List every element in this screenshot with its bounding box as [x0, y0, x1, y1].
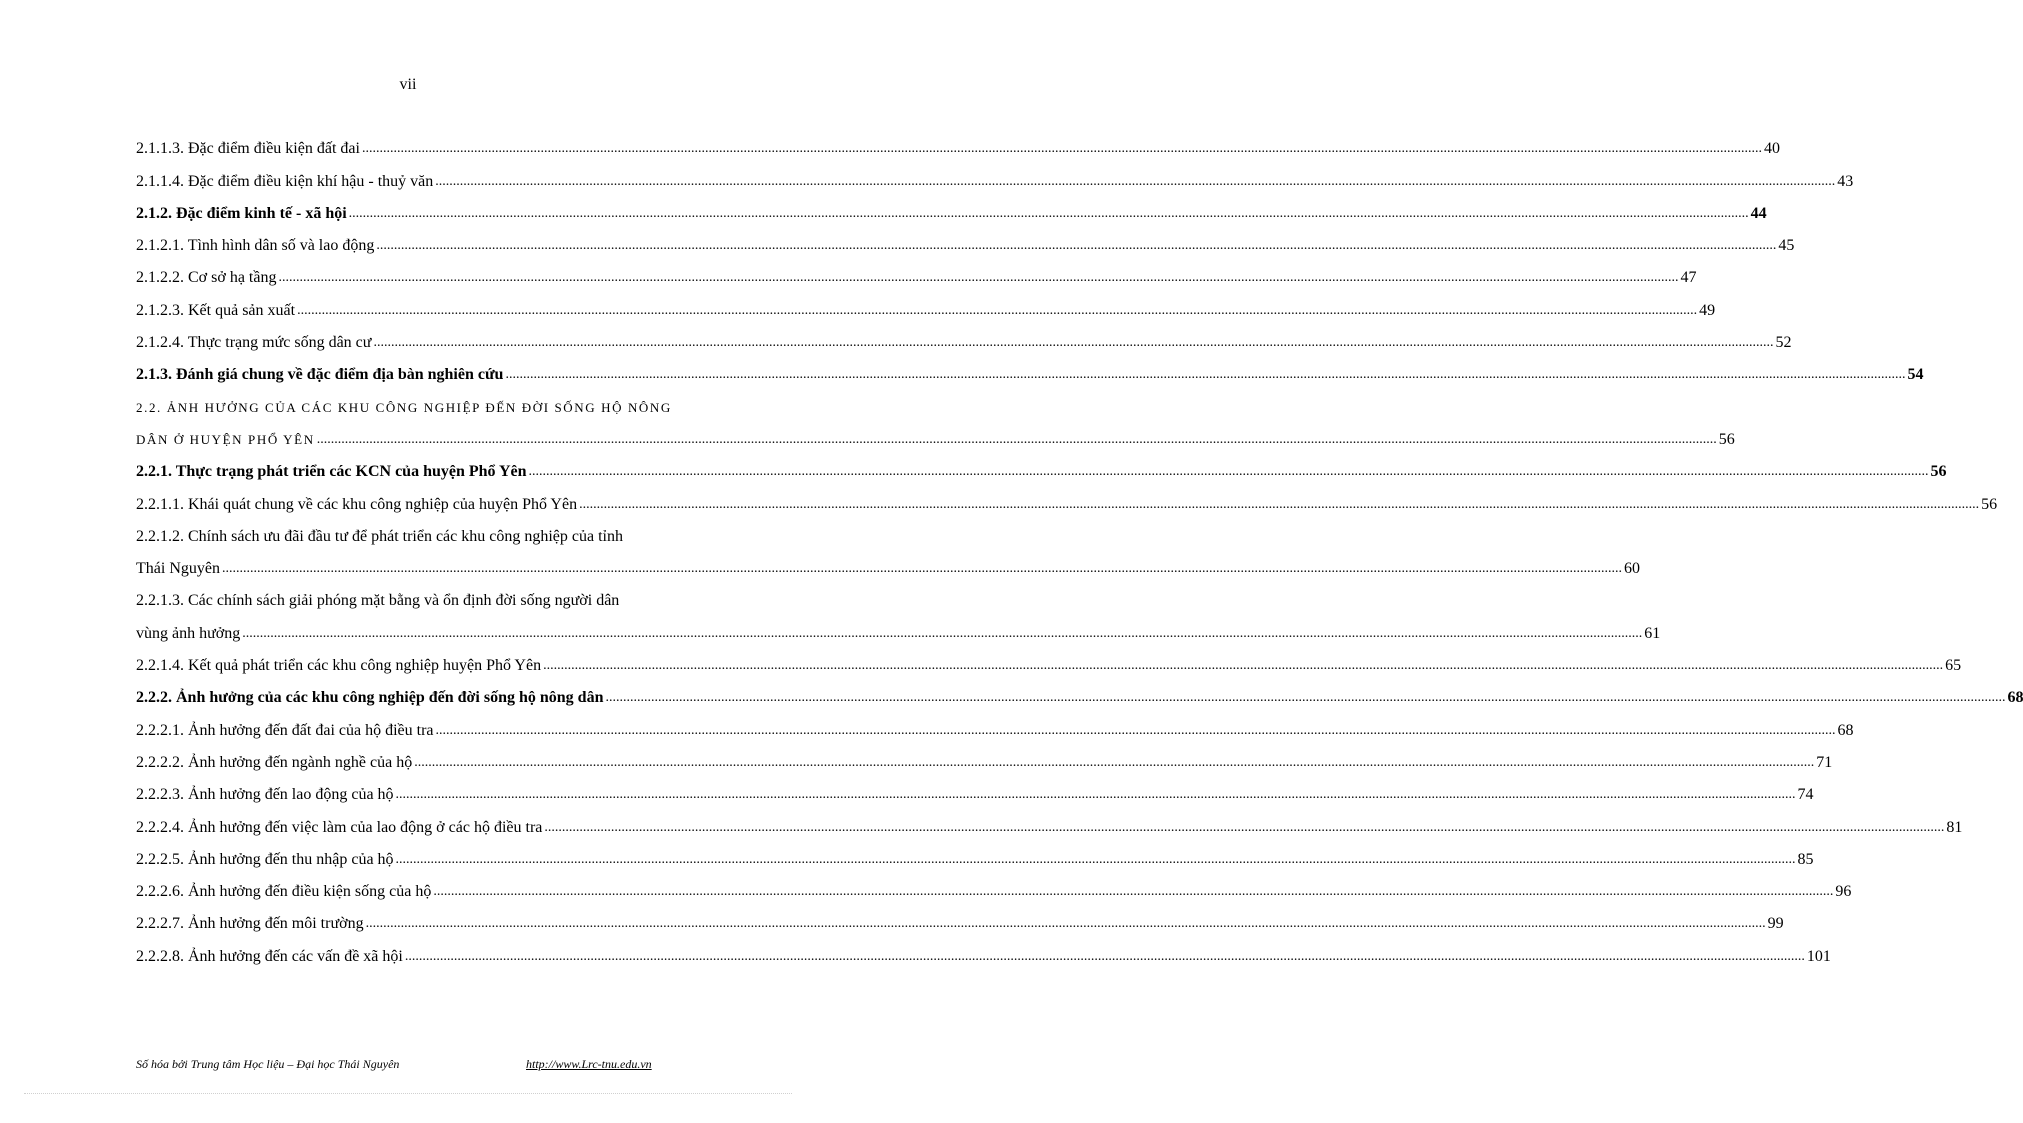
toc-row[interactable]	[136, 740, 1833, 772]
toc-entry-title: 2.1.2.2. Cơ sở hạ tầng	[136, 269, 277, 287]
toc-leader-dots: ................................................................................................................................................................................................................................................................................................................................................................................................................	[435, 173, 1836, 189]
page-bottom-divider	[24, 1093, 792, 1094]
toc-entry-page: 96	[1835, 883, 1852, 901]
toc-entry-page: 56	[1930, 463, 1947, 481]
toc-leader-dots: ................................................................................................................................................................................................................................................................................................................................................................................................................	[395, 851, 1796, 867]
toc-entry-title: 2.1.2.1. Tình hình dân số và lao động	[136, 237, 375, 255]
toc-entry-page: 43	[1837, 172, 1854, 190]
page-footer	[136, 1057, 672, 1075]
toc-leader-dots: ................................................................................................................................................................................................................................................................................................................................................................................................................	[361, 141, 1762, 157]
toc-row-bold[interactable]	[136, 191, 1767, 223]
toc-entry-title: 2.2. ẢNH HƯỞNG CỦA CÁC KHU CÔNG NGHIỆP ĐẾN ĐỜI SỐNG HỘ NÔNG	[136, 399, 672, 415]
toc-row[interactable]	[136, 578, 764, 610]
toc-leader-dots: ................................................................................................................................................................................................................................................................................................................................................................................................................	[373, 335, 1774, 351]
toc-row[interactable]	[136, 287, 1716, 319]
toc-entry-title: 2.2.2.6. Ảnh hưởng đến điều kiện sống của hộ	[136, 883, 432, 901]
toc-row[interactable]	[136, 223, 1795, 255]
toc-leader-dots: ................................................................................................................................................................................................................................................................................................................................................................................................................	[316, 431, 1717, 447]
toc-leader-dots: ................................................................................................................................................................................................................................................................................................................................................................................................................	[505, 367, 1906, 383]
toc-entry-page: 56	[1718, 430, 1735, 448]
toc-row[interactable]	[136, 643, 1962, 675]
toc-entry-title: 2.2.1.1. Khái quát chung về các khu công nghiệp của huyện Phổ Yên	[136, 495, 578, 513]
toc-entry-title: 2.2.2.2. Ảnh hưởng đến ngành nghề của hộ	[136, 753, 413, 771]
toc-entry-title: 2.2.1.2. Chính sách ưu đãi đầu tư để phát triển các khu công nghiệp của tỉnh	[136, 527, 623, 545]
toc-entry-page: 61	[1644, 624, 1661, 642]
toc-entry-page: 71	[1816, 753, 1833, 771]
toc-entry-title: 2.2.2.4. Ảnh hưởng đến việc làm của lao động ở các hộ điều tra	[136, 818, 543, 836]
toc-row[interactable]	[136, 707, 1854, 739]
toc-row[interactable]	[136, 546, 1640, 578]
toc-entry-page: 68	[1837, 721, 1854, 739]
toc-entry-title: 2.1.1.3. Đặc điểm điều kiện đất đai	[136, 140, 360, 158]
toc-entry-title: 2.2.2.3. Ảnh hưởng đến lao động của hộ	[136, 786, 394, 804]
toc-entry-page: 45	[1778, 237, 1795, 255]
toc-row[interactable]	[136, 255, 1697, 287]
toc-entry-page: 56	[1981, 495, 1998, 513]
toc-entry-title: 2.2.1. Thực trạng phát triển các KCN của huyện Phổ Yên	[136, 463, 527, 481]
toc-row-bold[interactable]	[136, 449, 1947, 481]
toc-entry-page: 60	[1623, 560, 1640, 578]
toc-entry-title: 2.2.1.3. Các chính sách giải phóng mặt bằng và ổn định đời sống người dân	[136, 592, 620, 610]
toc-leader-dots: ................................................................................................................................................................................................................................................................................................................................................................................................................	[435, 722, 1836, 738]
toc-entry-title: 2.2.2.1. Ảnh hưởng đến đất đai của hộ điều tra	[136, 721, 434, 739]
toc-row[interactable]	[136, 933, 1831, 965]
toc-entry-page: 101	[1806, 947, 1831, 965]
toc-leader-dots: ................................................................................................................................................................................................................................................................................................................................................................................................................	[297, 302, 1698, 318]
toc-entry-title: 2.2.2.5. Ảnh hưởng đến thu nhập của hộ	[136, 850, 394, 868]
toc-entry-page: 74	[1797, 786, 1814, 804]
toc-row[interactable]	[136, 837, 1814, 869]
toc-entry-page: 44	[1750, 204, 1767, 222]
toc-row-uppercase[interactable]	[136, 417, 1735, 449]
toc-row[interactable]	[136, 514, 764, 546]
toc-leader-dots: ................................................................................................................................................................................................................................................................................................................................................................................................................	[404, 948, 1805, 964]
toc-leader-dots: ................................................................................................................................................................................................................................................................................................................................................................................................................	[221, 561, 1622, 577]
toc-leader-dots: ................................................................................................................................................................................................................................................................................................................................................................................................................	[395, 787, 1796, 803]
toc-row[interactable]	[136, 772, 1814, 804]
toc-row-uppercase[interactable]	[136, 384, 764, 416]
toc-entry-page: 40	[1763, 140, 1780, 158]
toc-entry-page: 99	[1767, 915, 1784, 933]
toc-entry-page: 54	[1907, 366, 1924, 384]
toc-row-bold[interactable]	[136, 675, 2023, 707]
footer-credit: Số hóa bởi Trung tâm Học liệu – Đại học Thái Nguyên	[136, 1057, 400, 1071]
toc-leader-dots: ................................................................................................................................................................................................................................................................................................................................................................................................................	[543, 658, 1944, 674]
toc-row[interactable]	[136, 158, 1854, 190]
toc-entry-title: 2.2.1.4. Kết quả phát triển các khu công nghiệp huyện Phổ Yên	[136, 657, 542, 675]
toc-row[interactable]	[136, 320, 1792, 352]
toc-leader-dots: ................................................................................................................................................................................................................................................................................................................................................................................................................	[414, 754, 1815, 770]
toc-row[interactable]	[136, 481, 1998, 513]
toc-entry-page: 65	[1945, 657, 1962, 675]
table-of-contents	[136, 126, 2023, 966]
toc-entry-title: 2.2.2.7. Ảnh hưởng đến môi trường	[136, 915, 364, 933]
toc-row[interactable]	[136, 610, 1661, 642]
toc-entry-page: 52	[1775, 334, 1792, 352]
toc-entry-title: 2.2.2. Ảnh hưởng của các khu công nghiệp đến đời sống hộ nông dân	[136, 689, 604, 707]
toc-row[interactable]	[136, 804, 1963, 836]
toc-row[interactable]	[136, 869, 1852, 901]
toc-entry-title: 2.1.3. Đánh giá chung về đặc điểm địa bàn nghiên cứu	[136, 366, 504, 384]
toc-leader-dots: ................................................................................................................................................................................................................................................................................................................................................................................................................	[348, 205, 1749, 221]
toc-leader-dots: ................................................................................................................................................................................................................................................................................................................................................................................................................	[544, 819, 1945, 835]
toc-entry-title: vùng ảnh hưởng	[136, 624, 241, 642]
toc-row[interactable]	[136, 901, 1784, 933]
toc-entry-page: 81	[1946, 818, 1963, 836]
toc-entry-title: 2.2.2.8. Ảnh hưởng đến các vấn đề xã hội	[136, 947, 403, 965]
toc-leader-dots: ................................................................................................................................................................................................................................................................................................................................................................................................................	[376, 238, 1777, 254]
toc-entry-title: Thái Nguyên	[136, 560, 220, 578]
toc-entry-page: 68	[2007, 689, 2023, 707]
toc-leader-dots: ................................................................................................................................................................................................................................................................................................................................................................................................................	[278, 270, 1679, 286]
toc-entry-title: DÂN Ở HUYỆN PHỔ YÊN	[136, 431, 315, 447]
page-number: vii	[399, 76, 417, 93]
toc-entry-title: 2.1.2. Đặc điểm kinh tế - xã hội	[136, 204, 347, 222]
toc-leader-dots: ................................................................................................................................................................................................................................................................................................................................................................................................................	[242, 625, 1643, 641]
toc-entry-page: 85	[1797, 850, 1814, 868]
toc-entry-title: 2.1.2.4. Thực trạng mức sống dân cư	[136, 334, 372, 352]
toc-leader-dots: ................................................................................................................................................................................................................................................................................................................................................................................................................	[433, 884, 1834, 900]
toc-entry-title: 2.1.1.4. Đặc điểm điều kiện khí hậu - thuỷ văn	[136, 172, 434, 190]
toc-leader-dots: ................................................................................................................................................................................................................................................................................................................................................................................................................	[579, 496, 1980, 512]
toc-entry-page: 49	[1699, 301, 1716, 319]
toc-row[interactable]	[136, 126, 1780, 158]
toc-entry-title: 2.1.2.3. Kết quả sản xuất	[136, 301, 296, 319]
toc-leader-dots: ................................................................................................................................................................................................................................................................................................................................................................................................................	[365, 916, 1766, 932]
toc-entry-page: 47	[1680, 269, 1697, 287]
toc-row-bold[interactable]	[136, 352, 1924, 384]
toc-leader-dots: ................................................................................................................................................................................................................................................................................................................................................................................................................	[605, 690, 2006, 706]
toc-leader-dots: ................................................................................................................................................................................................................................................................................................................................................................................................................	[528, 464, 1929, 480]
footer-link[interactable]: http://www.Lrc-tnu.edu.vn	[526, 1057, 652, 1071]
